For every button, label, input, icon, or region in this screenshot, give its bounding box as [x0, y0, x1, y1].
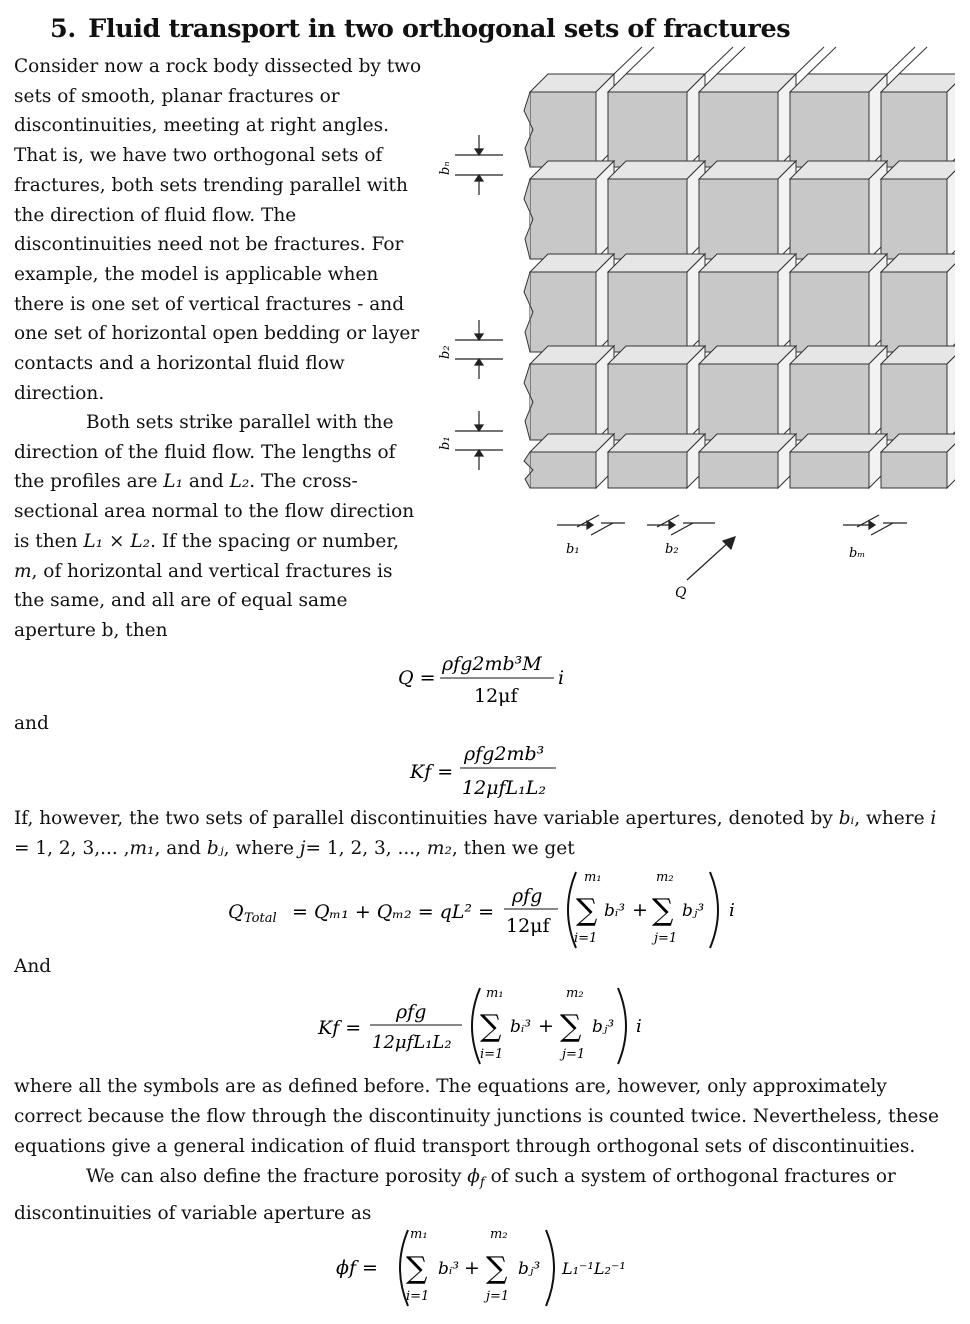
rock-block [790, 346, 887, 440]
eq1-numerator: ρfg2mb³M [442, 653, 542, 675]
eq5-sum1-sigma: ∑ [406, 1251, 428, 1286]
p2-L2: L₂ [229, 471, 250, 493]
rock-block [699, 434, 796, 488]
rock-block [699, 254, 796, 352]
p2-text-3: . The cross-sectional area normal to the flow direction is then [14, 471, 415, 552]
p2-m: m [14, 560, 32, 582]
rock-block [524, 434, 614, 488]
eq3-lhs-sub: Total [244, 911, 277, 926]
eq1-denominator: 12μf [474, 685, 518, 707]
eq5-term1: bᵢ³ [438, 1259, 460, 1279]
rock-block [524, 161, 614, 259]
eq5-sum2-bottom: j=1 [486, 1289, 510, 1304]
label-bm-bottom: bₘ [849, 546, 866, 561]
rock-block [881, 254, 955, 352]
rock-block [699, 161, 796, 259]
eq4-sum1-top: m₁ [486, 986, 504, 1001]
rock-block [608, 254, 705, 352]
rock-block [608, 346, 705, 440]
p2-text-2: and [183, 471, 230, 493]
eq3-sum2-bottom: j=1 [654, 931, 678, 946]
p3-m1: m₁ [129, 838, 155, 859]
rock-block [790, 254, 887, 352]
eq5-sum1-top: m₁ [410, 1227, 428, 1242]
p2-text-4: . If the spacing or number, [150, 530, 400, 552]
label-b2-left: b₂ [438, 345, 453, 359]
eq4-numerator: ρfg [396, 1001, 427, 1023]
equation-Kf [406, 736, 576, 802]
p3-text-6: = 1, 2, 3, ..., [305, 838, 427, 859]
rock-block [881, 74, 955, 167]
p3-text-1: If, however, the two sets of parallel discontinuities have variable apertures, denoted by [14, 808, 839, 829]
p2-L1: L₁ [163, 471, 183, 493]
rock-block [881, 434, 955, 488]
equation-Kf-variable [316, 978, 656, 1070]
p3-bi: bᵢ [838, 808, 855, 829]
p3-text-7: , then we get [451, 838, 575, 859]
eq3-sum2-sigma: ∑ [652, 893, 674, 928]
rock-block [881, 346, 955, 440]
p3-i: i [930, 808, 937, 829]
eq4-term1: bᵢ³ [510, 1017, 532, 1037]
eq4-term2: bⱼ³ [592, 1017, 615, 1037]
rock-block [524, 254, 614, 352]
eq3-numerator: ρfg [512, 885, 543, 907]
rock-block [699, 346, 796, 440]
eq1-tail: i [558, 667, 565, 689]
rock-block [608, 74, 705, 167]
rock-blocks [524, 47, 955, 488]
equation-porosity [334, 1222, 654, 1314]
eq3-sum2-top: m₂ [656, 870, 674, 885]
label-b1-left: b₁ [438, 436, 453, 450]
rock-block [790, 161, 887, 259]
p2-text-1: Both sets strike parallel with the direction of the fluid flow. The lengths of the profiles are [14, 412, 396, 493]
eq5-tail: L₁⁻¹L₂⁻¹ [562, 1259, 626, 1278]
eq5-plus: + [464, 1257, 480, 1279]
eq3-sum1-sigma: ∑ [576, 893, 598, 928]
eq1-lhs: Q = [398, 667, 436, 689]
eq3-term2: bⱼ³ [682, 901, 705, 921]
label-bn: bₙ [438, 161, 453, 175]
rock-block [608, 161, 705, 259]
left-aperture-markers [455, 135, 503, 470]
eq4-sum1-sigma: ∑ [480, 1009, 502, 1044]
eq3-plus: + [632, 899, 648, 921]
paragraph-variable-apertures [14, 804, 944, 864]
eq4-tail: i [636, 1016, 642, 1037]
eq3-sum1-bottom: i=1 [574, 931, 598, 946]
rock-block [881, 161, 955, 259]
p2-area: L₁ × L₂ [83, 530, 151, 552]
eq4-sum1-bottom: i=1 [480, 1047, 504, 1062]
eq2-lhs: Kf = [410, 761, 454, 783]
fracture-plane-lines [614, 47, 927, 74]
label-b1-bottom: b₁ [566, 542, 580, 557]
eq3-term1: bᵢ³ [604, 901, 626, 921]
paragraph-strike [14, 408, 424, 646]
equation-QTotal [224, 862, 764, 954]
eq3-tail: i [729, 900, 735, 921]
rock-block [524, 346, 614, 440]
eq2-denominator: 12μfL₁L₂ [462, 777, 547, 799]
eq3-middle: = Qₘ₁ + Qₘ₂ = qL² = [292, 901, 495, 923]
paragraph-intro: Consider now a rock body dissected by two sets of smooth, planar fractures or discontinuities, meeting at right angles. That is, we have two orthogonal sets of fractures, both sets trending parallel with the direction of fluid flow. The discontinuities need not be fractures. For example, the model is applicable when there is one set of vertical fractures - and one set of horizontal open bedding or layer contacts and a horizontal fluid flow direction. [14, 56, 422, 404]
eq4-plus: + [538, 1015, 554, 1037]
p3-text-5: , where [223, 838, 300, 859]
p3-text-3: = 1, 2, 3,... , [14, 838, 130, 859]
eq5-lhs: ϕf = [336, 1257, 378, 1279]
rock-block [790, 74, 887, 167]
p3-m2: m₂ [426, 838, 452, 859]
label-b2-bottom: b₂ [665, 542, 679, 557]
eq5-term2: bⱼ³ [518, 1259, 541, 1279]
eq3-denominator: 12μf [506, 915, 550, 937]
rock-block [790, 434, 887, 488]
eq5-sum2-sigma: ∑ [486, 1251, 508, 1286]
eq4-lhs: Kf = [318, 1017, 362, 1039]
section-heading: 5. Fluid transport in two orthogonal sets of fractures [50, 14, 791, 44]
eq3-sum1-top: m₁ [584, 870, 602, 885]
paragraph-approximation [14, 1072, 944, 1229]
eq2-numerator: ρfg2mb³ [464, 743, 545, 765]
p3-bj: bⱼ [206, 838, 224, 859]
p4-text-3: of such a system of orthogonal fractures or discontinuities of variable aperture as [14, 1166, 896, 1224]
label-flow-Q: Q [675, 585, 687, 601]
p3-text-2: , where [854, 808, 931, 829]
label-And: And [14, 956, 52, 977]
eq4-denominator: 12μfL₁L₂ [372, 1032, 452, 1053]
p3-j: j [299, 838, 306, 859]
p4-text-1: where all the symbols are as defined before. The equations are, however, only approximately correct because the flow through the discontinuity junctions is counted twice. Nevertheless, these equations give a general indication of fluid transport through orthogonal sets of discontinuities. [14, 1076, 939, 1157]
fracture-figure [425, 45, 955, 605]
eq3-lhs: Q [228, 901, 244, 923]
p4-text-2: We can also define the fracture porosity [86, 1166, 468, 1187]
eq4-sum2-top: m₂ [566, 986, 584, 1001]
p4-phi-sub: f [479, 1175, 485, 1191]
rock-block [699, 74, 796, 167]
equation-Q [390, 646, 590, 710]
eq4-sum2-bottom: j=1 [562, 1047, 586, 1062]
eq5-sum2-top: m₂ [490, 1227, 508, 1242]
p3-text-4: , and [154, 838, 207, 859]
rock-block [608, 434, 705, 488]
p2-text-5: , of horizontal and vertical fractures is the same, and all are of equal same aperture b, then [14, 560, 393, 641]
eq5-sum1-bottom: i=1 [406, 1289, 430, 1304]
rock-block [524, 74, 614, 167]
eq4-sum2-sigma: ∑ [560, 1009, 582, 1044]
p4-phi: ϕ [467, 1166, 480, 1187]
label-and: and [14, 713, 49, 734]
